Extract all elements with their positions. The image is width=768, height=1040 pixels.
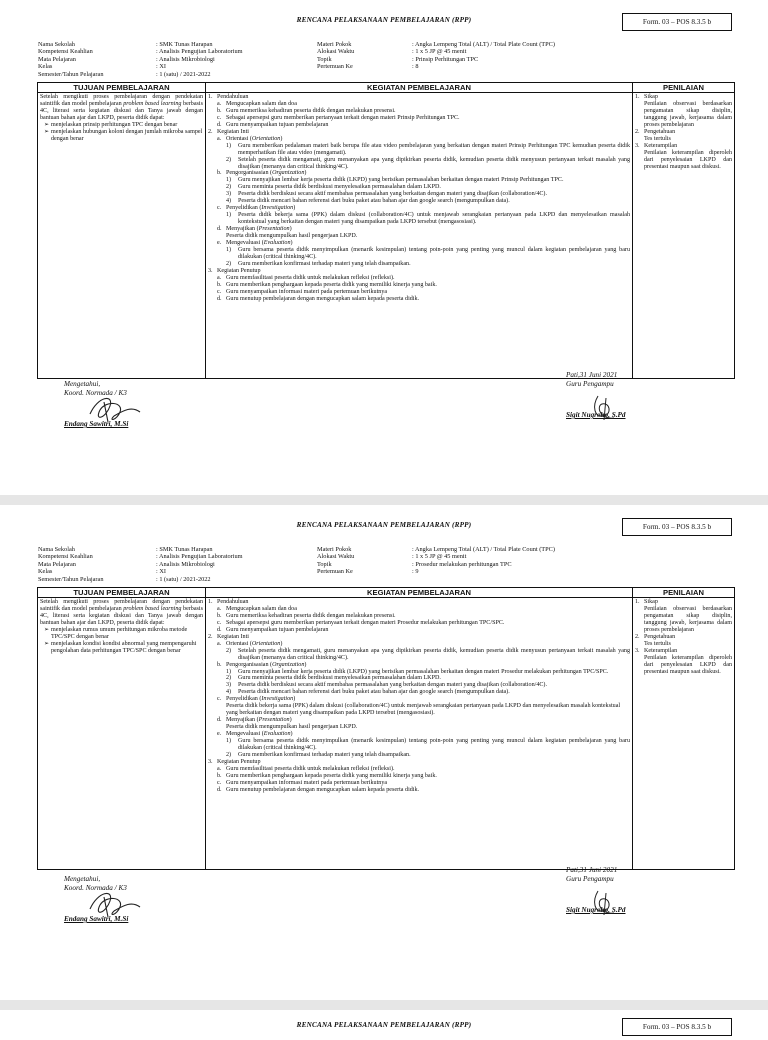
- place-date: Pati,31 Juni 2021: [566, 371, 618, 379]
- rpp-page-1: [0, 0, 768, 495]
- info-row: [38, 56, 243, 63]
- info-key: Kompetensi Keahlian: [38, 48, 93, 56]
- kegiatan-item: e. Mengevaluasi (Evaluation): [217, 240, 293, 247]
- left-signature-scribble: [84, 392, 154, 426]
- left-role-2: Koord. Normada / K3: [64, 389, 127, 397]
- header-kegiatan: KEGIATAN PEMBELAJARAN: [206, 588, 633, 598]
- info-row: [38, 553, 243, 560]
- left-signer-name: Endang Sawitri, M.Si: [64, 915, 129, 923]
- tujuan-bullet: [44, 122, 203, 129]
- kegiatan-item: 3) Peserta didik berdiskusi secara aktif membahas permasalahan yang berkaitan dengan materi yang disajikan (collaboration/4C).: [226, 682, 547, 689]
- info-key: Nama Sekolah: [38, 546, 75, 553]
- kegiatan-cell: [206, 93, 633, 379]
- penilaian-item: 3. Keterampilan Penilaian keterampilan diperoleh dari penyelesaian LKPD dan presentasi maupun saat diskusi.: [635, 142, 732, 170]
- info-value: : XI: [156, 63, 166, 71]
- kegiatan-item: a. Mengucapkan salam dan doa: [217, 605, 297, 612]
- info-value: : Analisis Mikrobiologi: [156, 55, 215, 63]
- kegiatan-item: 1) Guru bersama peserta didik menyimpulkan (menarik kesimpulan) tentang poin-poin yang penting yang muncul dalam kegiatan pembelajaran yang baru dilakukan (critical thinking/4C).: [226, 738, 630, 752]
- kegiatan-item: 2) Guru meminta peserta didik berdiskusi menyelesaikan permasalahan dalam LKPD.: [226, 675, 441, 682]
- info-value: : Analisis Pengujian Laboratorium: [156, 553, 243, 561]
- kegiatan-item: Peserta didik mengumpulkan hasil pengerjaan LKPD.: [226, 233, 358, 240]
- info-key: Materi Pokok: [317, 41, 352, 48]
- info-value: : Prosedur melakukan perhitungan TPC: [412, 560, 512, 568]
- kegiatan-item: 1) Guru menyajikan lembar kerja peserta didik (LKPD) yang berisikan permasalahan berkaitan dengan materi Prinsip Perhitungan TPC.: [226, 177, 564, 184]
- info-value: : 1 (satu) / 2021-2022: [156, 70, 211, 78]
- header-penilaian: PENILAIAN: [633, 83, 735, 93]
- right-signature-scribble: [584, 392, 624, 422]
- kegiatan-item: 1) Guru memberikan pedalaman materi baik berupa file atau video pembelajaran yang berkaitan dengan materi Prinsip Perhitungan TPC kemudian peserta didik memperhatikan file atau video (mengamati).: [226, 142, 630, 156]
- kegiatan-item: 2) Guru memberikan konfirmasi terhadap materi yang telah disampaikan.: [226, 260, 411, 267]
- kegiatan-item: 2) Guru memberikan konfirmasi terhadap materi yang telah disampaikan.: [226, 751, 411, 758]
- tujuan-intro: Setelah mengikuti proses pembelajaran dengan pendekatan saintifik dan model pembelajaran problem based learning berbasis 4C, literasi serta kegiatan diskusi dan Tanya jawab dengan bantuan bahan ajar dan LKPD, peserta didik dapat:: [40, 599, 203, 626]
- form-code-box: Form. 03 – POS 8.3.5 b: [622, 13, 732, 31]
- kegiatan-item: c. Guru menyampaikan informasi materi pada pertemuan berikutnya: [217, 779, 388, 786]
- kegiatan-item: d. Menyajikan (Presentation): [217, 226, 292, 233]
- header-kegiatan: KEGIATAN PEMBELAJARAN: [206, 83, 633, 93]
- info-value: : Angka Lempeng Total (ALT) / Total Plate Count (TPC): [412, 546, 555, 553]
- rpp-table: [37, 82, 735, 379]
- rpp-table: [37, 587, 735, 870]
- header-penilaian: PENILAIAN: [633, 588, 735, 598]
- tujuan-intro: Setelah mengikuti proses pembelajaran dengan pendekatan saintifik dan model pembelajaran problem based learning berbasis 4C, literasi serta kegiatan diskusi dan Tanya jawab dengan bantuan bahan ajar dan LKPD, peserta didik dapat:: [40, 94, 203, 121]
- header-tujuan: TUJUAN PEMBELAJARAN: [38, 588, 206, 598]
- info-value: : 1 (satu) / 2021-2022: [156, 575, 211, 583]
- info-key: Semester/Tahun Pelajaran: [38, 70, 104, 78]
- kegiatan-item: a. Mengucapkan salam dan doa: [217, 100, 297, 107]
- kegiatan-item: 1. Pendahuluan: [208, 599, 249, 605]
- arrow-bullet-icon: ➢: [44, 640, 50, 647]
- info-value: : Analisis Mikrobiologi: [156, 560, 215, 568]
- info-value: : Analisis Pengujian Laboratorium: [156, 48, 243, 56]
- kegiatan-item: 4) Peserta didik mencari bahan referensi dari buku paket atau bahan ajar dan google search (mengumpulkan data).: [226, 198, 510, 205]
- kegiatan-item: b. Guru memeriksa kehadiran peserta didik dengan melakukan presensi.: [217, 612, 396, 619]
- info-row: [317, 48, 555, 55]
- info-row: [317, 561, 555, 568]
- kegiatan-item: 3. Kegiatan Penutup: [208, 267, 261, 274]
- kegiatan-item: a. Guru memfasilitasi peserta didik untuk melakukan refleksi (refleksi).: [217, 765, 395, 772]
- kegiatan-item: c. Sebagai apersepsi guru memberikan pertanyaan terkait dengan materi Prosedur melakukan perhitungan TPC/SPC.: [217, 619, 505, 626]
- kegiatan-item: 1) Peserta didik bekerja sama (PPK) dalam diskusi (collaboration/4C) untuk menjawab serangkaian pertanyaan pada LKPD dan menyelesaikan masalah kontekstual yang berkaitan dengan materi yang disampaikan pada LKPD tersebut (mengasosiasi).: [226, 212, 630, 226]
- rpp-page-2: [0, 505, 768, 1000]
- info-row: [317, 41, 555, 48]
- info-row: [317, 63, 555, 70]
- penilaian-cell: [633, 93, 735, 379]
- left-role-1: Mengetahui,: [64, 875, 101, 883]
- kegiatan-item: d. Guru menyampaikan tujuan pembelajaran: [217, 626, 329, 633]
- kegiatan-item: b. Pengorganisasian (Organization): [217, 170, 307, 177]
- info-row: [38, 561, 243, 568]
- penilaian-item: 1. Sikap Penilaian observasi berdasarkan pengamatan sikap disiplin, tanggung jawab, kerjasama dalam proses pembelajaran: [635, 94, 732, 128]
- info-row: [317, 568, 555, 575]
- info-key: Kelas: [38, 568, 53, 576]
- kegiatan-item: a. Orientasi (Orientation): [217, 135, 283, 142]
- kegiatan-item: 1) Guru bersama peserta didik menyimpulkan (menarik kesimpulan) tentang poin-poin yang penting yang muncul dalam kegiatan pembelajaran yang baru dilakukan (critical thinking/4C).: [226, 246, 630, 260]
- tujuan-bullet: [44, 129, 203, 143]
- info-left: [38, 41, 243, 78]
- penilaian-item: 3. Keterampilan Penilaian keterampilan diperoleh dari penyelesaian LKPD dan presentasi maupun saat diskusi.: [635, 647, 732, 675]
- info-left: [38, 546, 243, 583]
- info-row: [317, 546, 555, 553]
- info-key: Pertemuan Ke: [317, 63, 353, 71]
- info-key: Kelas: [38, 63, 53, 71]
- kegiatan-item: 2. Kegiatan Inti: [208, 633, 249, 640]
- info-row: [38, 546, 243, 553]
- kegiatan-item: 3) Peserta didik berdiskusi secara aktif membahas permasalahan yang berkaitan dengan materi yang disajikan (collaboration/4C).: [226, 191, 547, 198]
- kegiatan-item: c. Sebagai apersepsi guru memberikan pertanyaan terkait dengan materi Prinsip Perhitungan TPC.: [217, 114, 460, 121]
- info-key: Semester/Tahun Pelajaran: [38, 575, 104, 583]
- kegiatan-item: Peserta didik mengumpulkan hasil pengerjaan LKPD.: [226, 724, 358, 731]
- right-signer-name: Sigit Nugroho, S.Pd: [566, 411, 626, 419]
- header-tujuan: TUJUAN PEMBELAJARAN: [38, 83, 206, 93]
- place-date: Pati,31 Juni 2021: [566, 866, 618, 874]
- right-role: Guru Pengampu: [566, 875, 614, 883]
- kegiatan-item: a. Guru memfasilitasi peserta didik untuk melakukan refleksi (refleksi).: [217, 274, 395, 281]
- kegiatan-item: d. Menyajikan (Presentation): [217, 717, 292, 724]
- kegiatan-item: b. Guru memberikan penghargaan kepada peserta didik yang memiliki kinerja yang baik.: [217, 281, 437, 288]
- left-role-2: Koord. Normada / K3: [64, 884, 127, 892]
- form-code-box: Form. 03 – POS 8.3.5 b: [622, 1018, 732, 1036]
- page-title: RENCANA PELAKSANAAN PEMBELAJARAN (RPP): [296, 521, 472, 529]
- info-value: : 8: [412, 63, 419, 71]
- right-signature-scribble: [584, 887, 624, 917]
- rpp-page-3: [0, 1010, 768, 1040]
- info-key: Kompetensi Keahlian: [38, 553, 93, 561]
- kegiatan-item: 1) Guru menyajikan lembar kerja peserta didik (LKPD) yang berisikan permasalahan berkaitan dengan materi Prosedur melakukan perhitungan TPC/SPC.: [226, 668, 609, 675]
- penilaian-item: 2. Pengetahuan Tes tertulis: [635, 128, 676, 142]
- kegiatan-cell: [206, 598, 633, 870]
- form-code-box: Form. 03 – POS 8.3.5 b: [622, 518, 732, 536]
- kegiatan-item: c. Guru menyampaikan informasi materi pada pertemuan berikutnya: [217, 288, 388, 295]
- left-role-1: Mengetahui,: [64, 380, 101, 388]
- info-row: [38, 48, 243, 55]
- info-row: [38, 71, 243, 78]
- info-key: Mata Pelajaran: [38, 55, 76, 63]
- info-value: : Angka Lempeng Total (ALT) / Total Plate Count (TPC): [412, 41, 555, 48]
- page-title: RENCANA PELAKSANAAN PEMBELAJARAN (RPP): [296, 1021, 472, 1029]
- kegiatan-item: 2) Guru meminta peserta didik berdiskusi menyelesaikan permasalahan dalam LKPD.: [226, 184, 441, 191]
- kegiatan-item: 4) Peserta didik mencari bahan referensi dari buku paket atau bahan ajar dan google search (mengumpulkan data).: [226, 689, 510, 696]
- info-row: [38, 63, 243, 70]
- page-title: RENCANA PELAKSANAAN PEMBELAJARAN (RPP): [296, 16, 472, 24]
- kegiatan-item: b. Guru memeriksa kehadiran peserta didik dengan melakukan presensi.: [217, 107, 396, 114]
- info-key: Mata Pelajaran: [38, 560, 76, 568]
- kegiatan-item: d. Guru menutup pembelajaran dengan mengucapkan salam kepada peserta didik.: [217, 295, 420, 302]
- tujuan-bullet: [44, 627, 203, 641]
- info-row: [317, 56, 555, 63]
- info-row: [317, 553, 555, 560]
- kegiatan-item: 2) Setelah peserta didik mengamati, guru menanyakan apa yang dipikirkan peserta didik, kemudian peserta didik menyusun pertanyaan terkait masalah yang disajikan (menanya dan critical thinking/4C).: [226, 647, 630, 661]
- info-right: [317, 546, 555, 576]
- penilaian-item: 1. Sikap Penilaian observasi berdasarkan pengamatan sikap disiplin, tanggung jawab, kerjasama dalam proses pembelajaran: [635, 599, 732, 633]
- kegiatan-item: a. Orientasi (Orientation): [217, 640, 283, 647]
- penilaian-item: 2. Pengetahuan Tes tertulis: [635, 633, 676, 647]
- info-key: Pertemuan Ke: [317, 568, 353, 576]
- kegiatan-item: 2. Kegiatan Inti: [208, 128, 249, 135]
- kegiatan-item: c. Penyelidikan (Investigation): [217, 205, 296, 212]
- info-key: Topik: [317, 560, 332, 568]
- kegiatan-item: c. Penyelidikan (Investigation): [217, 696, 296, 703]
- arrow-bullet-icon: ➢: [44, 626, 50, 633]
- kegiatan-item: d. Guru menutup pembelajaran dengan mengucapkan salam kepada peserta didik.: [217, 786, 420, 793]
- kegiatan-item: 1. Pendahuluan: [208, 94, 249, 100]
- kegiatan-item: d. Guru menyampaikan tujuan pembelajaran: [217, 121, 329, 128]
- info-row: [38, 568, 243, 575]
- info-key: Nama Sekolah: [38, 41, 75, 48]
- info-value: : 9: [412, 568, 419, 576]
- info-value: : Prinsip Perhitungan TPC: [412, 55, 479, 63]
- right-role: Guru Pengampu: [566, 380, 614, 388]
- arrow-bullet-icon: ➢: [44, 128, 50, 135]
- info-key: Materi Pokok: [317, 546, 352, 553]
- info-row: [38, 576, 243, 583]
- tujuan-cell: [38, 598, 206, 870]
- kegiatan-item: 2) Setelah peserta didik mengamati, guru menanyakan apa yang dipikirkan peserta didik, kemudian peserta didik menyusun pertanyaan terkait masalah yang disajikan (menanya dan critical thinking/4C).: [226, 156, 630, 170]
- info-key: Alokasi Waktu: [317, 48, 355, 56]
- penilaian-cell: [633, 598, 735, 870]
- info-row: [38, 41, 243, 48]
- info-right: [317, 41, 555, 71]
- tujuan-bullet-text: menjelaskan hubungan koloni dengan jumlah mikroba sampel dengan benar: [51, 128, 203, 142]
- info-value: : 1 x 5 JP @ 45 menit: [412, 48, 467, 56]
- info-value: : SMK Tunas Harapan: [156, 546, 213, 553]
- info-key: Alokasi Waktu: [317, 553, 355, 561]
- tujuan-bullet-text: menjelaskan rumus umum perhitungan mikroba metode TPC/SPC dengan benar: [51, 626, 188, 640]
- left-signer-name: Endang Sawitri, M.Si: [64, 420, 129, 428]
- info-value: : SMK Tunas Harapan: [156, 41, 213, 48]
- tujuan-bullet: [44, 641, 203, 655]
- arrow-bullet-icon: ➢: [44, 121, 50, 128]
- kegiatan-item: e. Mengevaluasi (Evaluation): [217, 731, 293, 738]
- right-signer-name: Sigit Nugroho, S.Pd: [566, 906, 626, 914]
- info-value: : XI: [156, 568, 166, 576]
- kegiatan-item: b. Pengorganisasian (Organization): [217, 661, 307, 668]
- tujuan-bullet-text: menjelaskan prinsip perhitungan TPC dengan benar: [51, 121, 178, 128]
- tujuan-cell: [38, 93, 206, 379]
- kegiatan-item: b. Guru memberikan penghargaan kepada peserta didik yang memiliki kinerja yang baik.: [217, 772, 437, 779]
- info-value: : 1 x 5 JP @ 45 menit: [412, 553, 467, 561]
- tujuan-bullet-text: menjelaskan kondisi kondisi abnormal yang mempengaruhi pengolahan data perhitungan TPC/SPC dengan benar: [51, 640, 197, 654]
- kegiatan-item: 3. Kegiatan Penutup: [208, 758, 261, 765]
- kegiatan-item: Peserta didik bekerja sama (PPK) dalam diskusi (collaboration/4C) untuk menjawab serangkaian pertanyaan pada LKPD dan menyelesaikan masalah kontekstual yang berkaitan dengan materi yang disampaikan pada LKPD tersebut (mengasosiasi).: [226, 703, 621, 717]
- info-key: Topik: [317, 55, 332, 63]
- left-signature-scribble: [84, 887, 154, 921]
